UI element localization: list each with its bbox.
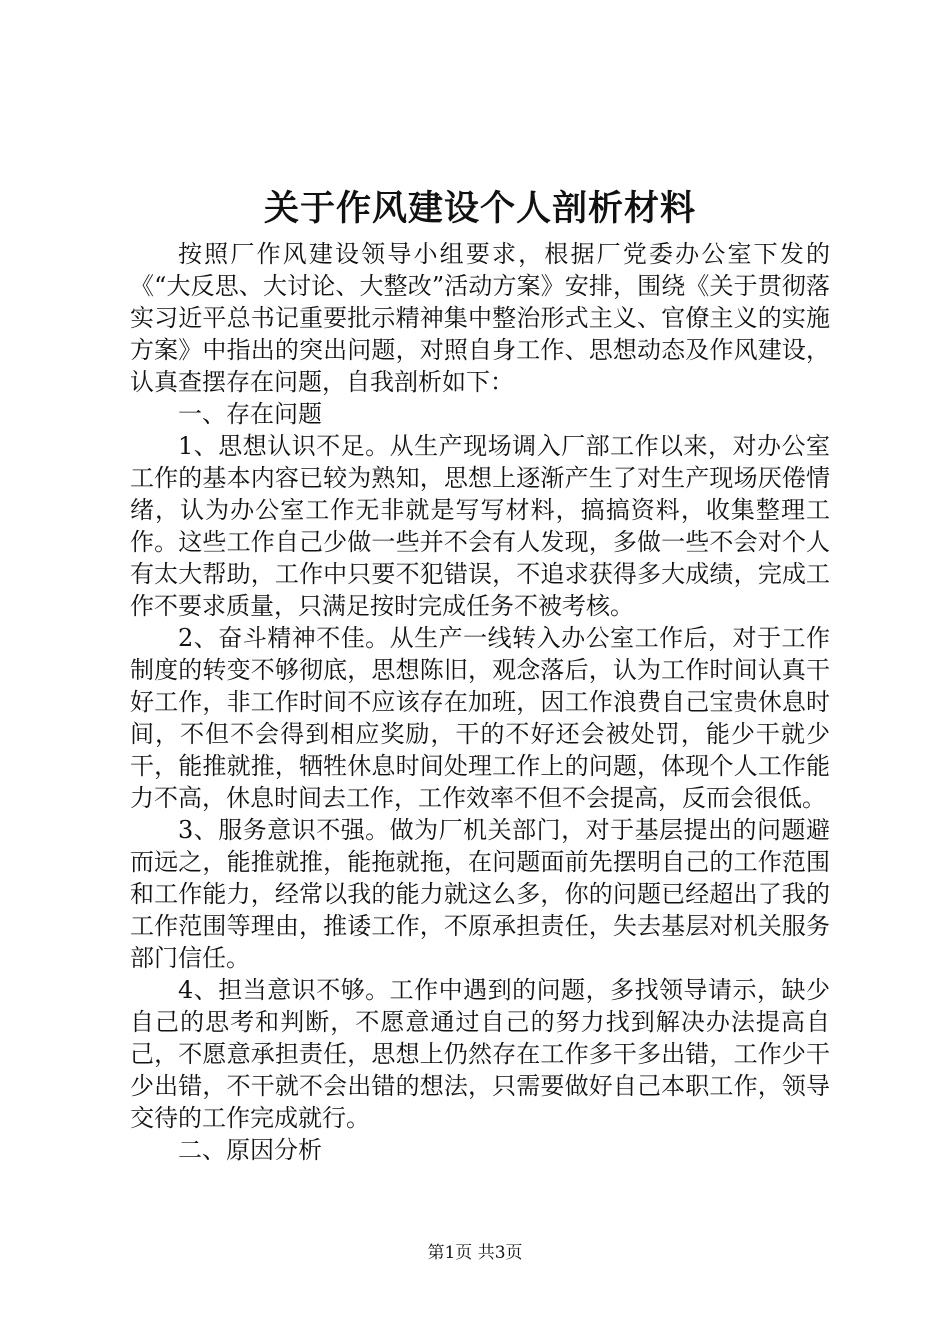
document-title: 关于作风建设个人剖析材料	[263, 188, 696, 229]
page-number-footer: 第1页 共3页	[427, 1243, 523, 1263]
section-heading-problems: 一、存在问题	[178, 400, 322, 428]
paragraph-problem-3: 3、服务意识不强。做为厂机关部门，对于基层提出的问题避而远之，能推就推，能拖就拖，在问题面前先摆明自己的工作范围和工作能力，经常以我的能力就这么多，你的问题已经超出了我的工作范围等理由，推诿工作，不原承担责任，失去基层对机关服务部门信任。	[130, 816, 830, 972]
section-heading-causes: 二、原因分析	[178, 1136, 322, 1164]
paragraph-intro: 按照厂作风建设领导小组要求，根据厂党委办公室下发的《“大反思、大讨论、大整改”活动方案》安排，围绕《关于贯彻落实习近平总书记重要批示精神集中整治形式主义、官僚主义的实施方案》中指出的突出问题，对照自身工作、思想动态及作风建设，认真查摆存在问题，自我剖析如下：	[130, 240, 830, 396]
paragraph-problem-2: 2、奋斗精神不佳。从生产一线转入办公室工作后，对于工作制度的转变不够彻底，思想陈旧，观念落后，认为工作时间认真干好工作，非工作时间不应该存在加班，因工作浪费自己宝贵休息时间，不但不会得到相应奖励，干的不好还会被处罚，能少干就少干，能推就推，牺牲休息时间处理工作上的问题，体现个人工作能力不高，休息时间去工作，工作效率不但不会提高，反而会很低。	[130, 624, 830, 812]
document-page	[130, 180, 830, 1166]
paragraph-problem-1: 1、思想认识不足。从生产现场调入厂部工作以来，对办公室工作的基本内容已较为熟知，思想上逐渐产生了对生产现场厌倦情绪，认为办公室工作无非就是写写材料，搞搞资料，收集整理工作。这些工作自己少做一些并不会有人发现，多做一些不会对个人有太大帮助，工作中只要不犯错误，不追求获得多大成绩，完成工作不要求质量，只满足按时完成任务不被考核。	[130, 432, 830, 620]
paragraph-problem-4: 4、担当意识不够。工作中遇到的问题，多找领导请示，缺少自己的思考和判断，不愿意通过自己的努力找到解决办法提高自己，不愿意承担责任，思想上仍然存在工作多干多出错，工作少干少出错，不干就不会出错的想法，只需要做好自己本职工作，领导交待的工作完成就行。	[130, 976, 830, 1132]
document-body	[130, 238, 830, 1166]
